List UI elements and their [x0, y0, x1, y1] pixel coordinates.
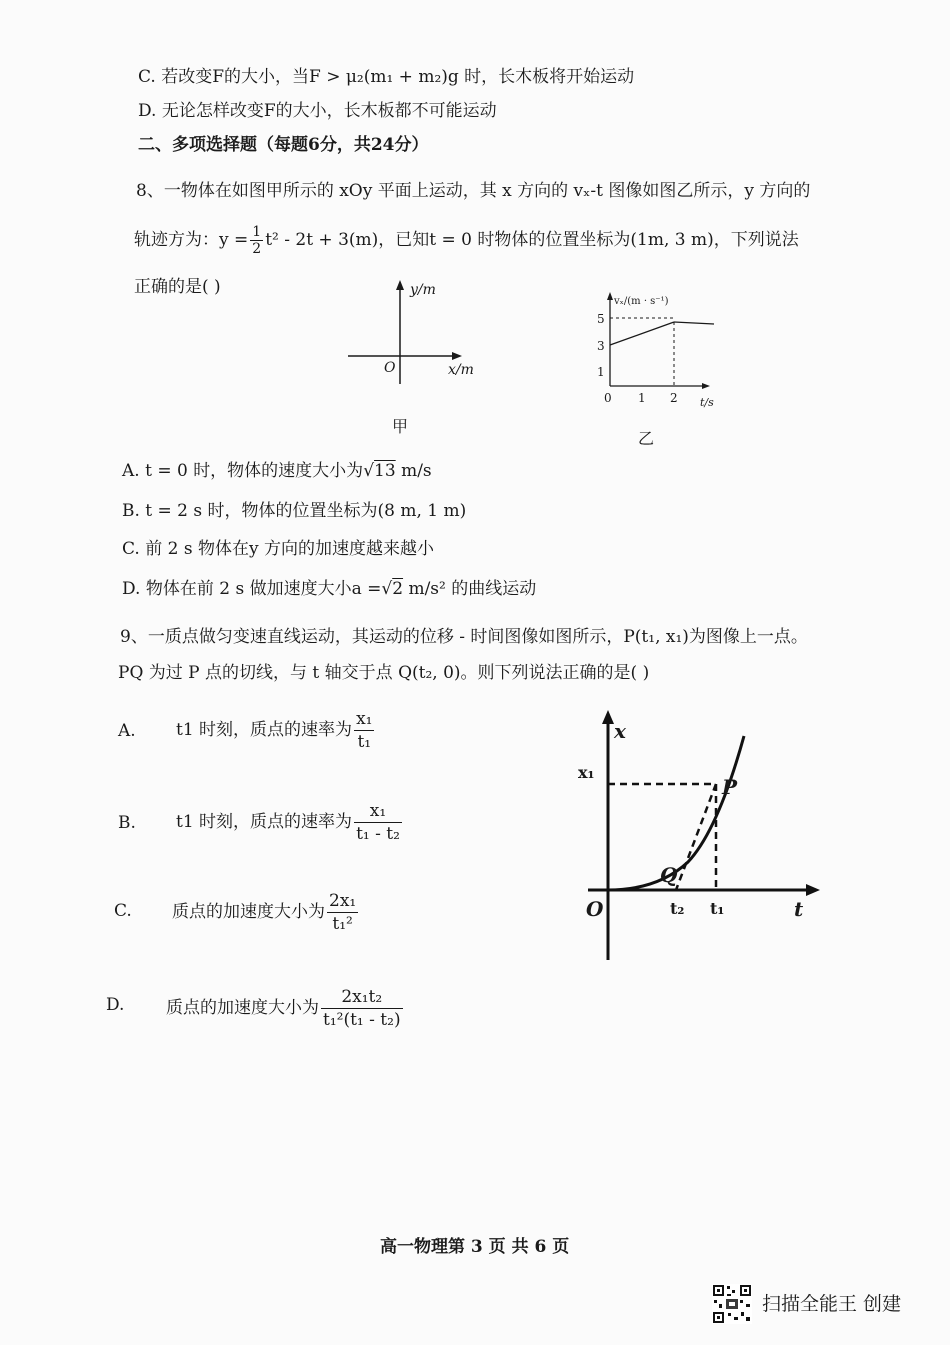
q8-option-a-radicand: 13 — [374, 461, 396, 481]
q8-fraction-half — [250, 224, 263, 257]
watermark-text: 扫描全能王 创建 — [762, 1293, 902, 1315]
q8-frac-den: 2 — [252, 241, 262, 257]
yi-line-flat — [674, 322, 714, 324]
q9-option-c-num: 2x₁ — [329, 891, 357, 911]
q9-origin: O — [586, 897, 604, 921]
q9-option-c-frac — [327, 890, 358, 935]
q8-option-d-radicand: 2 — [392, 579, 404, 599]
q9-option-c — [172, 890, 360, 935]
q8-equation-prefix: 轨迹方为：y = — [134, 230, 249, 250]
q9-stem-line1: 9、一质点做匀变速直线运动，其运动的位移 - 时间图像如图所示，P(t₁, x₁)为图像上一点。 — [120, 627, 808, 647]
yi-xtick-1: 1 — [638, 391, 646, 405]
q9-option-b-letter: B. — [118, 813, 136, 833]
q9-option-a-letter: A. — [118, 721, 136, 741]
q9-t-arrow — [806, 884, 820, 896]
q7-option-c: C. 若改变F的大小，当F > μ₂(m₁ + m₂)g 时，长木板将开始运动 — [138, 67, 635, 87]
yi-caption: 乙 — [638, 429, 655, 448]
q9-option-d — [166, 986, 405, 1031]
yi-x-label: t/s — [700, 396, 714, 409]
q9-option-a-text: t1 时刻，质点的速率为 — [176, 720, 353, 740]
q8-option-d: D. 物体在前 2 s 做加速度大小a =√2 m/s² 的曲线运动 — [122, 579, 537, 599]
q9-option-b — [176, 800, 404, 845]
q8-option-a-text: A. t = 0 时，物体的速度大小为 — [122, 461, 364, 481]
q8-option-a-unit: m/s — [395, 461, 432, 481]
yi-xtick-0: 0 — [604, 391, 612, 405]
q8-stem-line2 — [134, 224, 799, 257]
q8-option-b: B. t = 2 s 时，物体的位置坐标为(8 m, 1 m) — [122, 501, 467, 521]
q9-option-d-letter: D. — [106, 995, 125, 1015]
qr-code-icon — [712, 1284, 752, 1324]
jia-y-arrow — [396, 280, 404, 290]
yi-y-arrow — [607, 292, 613, 300]
q9-option-c-text: 质点的加速度大小为 — [172, 902, 325, 922]
q9-option-d-num: 2x₁t₂ — [321, 986, 403, 1009]
section-title: 二、多项选择题（每题6分，共24分） — [138, 135, 429, 155]
jia-caption: 甲 — [392, 417, 409, 436]
q8-figure-yi — [592, 292, 732, 452]
yi-ytick-5: 5 — [597, 312, 605, 326]
jia-y-label: y/m — [410, 282, 436, 298]
q9-option-a-num: x₁ — [356, 709, 373, 729]
q9-option-b-num: x₁ — [354, 800, 402, 823]
jia-x-label: x/m — [448, 362, 474, 378]
yi-line-rising — [610, 322, 674, 345]
q8-option-c: C. 前 2 s 物体在y 方向的加速度越来越小 — [122, 539, 434, 559]
q9-point-q: Q — [660, 863, 678, 887]
yi-ytick-3: 3 — [597, 339, 605, 353]
q8-figure-jia — [340, 274, 490, 444]
jia-origin: O — [384, 360, 396, 376]
q9-label-t1: t₁ — [710, 899, 725, 918]
q8-stem-line1: 8、一物体在如图甲所示的 xOy 平面上运动，其 x 方向的 vₓ-t 图像如图乙所示，y 方向的 — [136, 181, 811, 201]
q9-t-label: t — [794, 897, 804, 921]
q8-equation-suffix: t² - 2t + 3(m)，已知t = 0 时物体的位置坐标为(1m, 3 m)，下列说法 — [265, 230, 799, 250]
q9-option-d-text: 质点的加速度大小为 — [166, 998, 319, 1018]
yi-ytick-1: 1 — [597, 365, 605, 379]
q9-option-c-letter: C. — [114, 901, 132, 921]
q9-option-c-den: t₁² — [332, 914, 353, 934]
q9-figure — [548, 702, 828, 962]
q8-frac-num: 1 — [252, 224, 262, 240]
q9-stem-line2: PQ 为过 P 点的切线，与 t 轴交于点 Q(t₂, 0)。则下列说法正确的是( ) — [118, 663, 650, 683]
q8-option-d-text: D. 物体在前 2 s 做加速度大小a = — [122, 579, 382, 599]
yi-xtick-2: 2 — [670, 391, 678, 405]
q9-option-b-text: t1 时刻，质点的速率为 — [176, 812, 353, 832]
q8-option-a: A. t = 0 时，物体的速度大小为√13 m/s — [122, 461, 432, 481]
q9-option-a — [176, 708, 376, 753]
q9-option-a-den: t₁ — [357, 732, 372, 752]
yi-x-arrow — [702, 383, 710, 389]
q8-option-d-unit: m/s² 的曲线运动 — [403, 579, 537, 599]
q9-option-d-frac — [321, 986, 403, 1031]
q9-tangent-pq — [676, 784, 716, 890]
q7-option-d: D. 无论怎样改变F的大小，长木板都不可能运动 — [138, 101, 497, 121]
q9-point-p: P — [722, 775, 738, 799]
q9-vertical-arrow — [602, 710, 614, 724]
q9-option-b-den: t₁ - t₂ — [356, 824, 400, 844]
q9-option-b-frac — [354, 800, 402, 845]
q9-label-t2: t₂ — [670, 899, 685, 918]
q9-option-a-frac — [354, 708, 374, 753]
q8-stem-line3: 正确的是( ) — [134, 277, 221, 297]
q9-vertical-label: x — [614, 719, 626, 743]
q9-option-d-den: t₁²(t₁ - t₂) — [323, 1010, 401, 1030]
yi-y-label: vₓ/(m · s⁻¹) — [614, 296, 669, 307]
q9-label-x1: x₁ — [578, 763, 595, 782]
jia-x-arrow — [452, 352, 462, 360]
page-footer: 高一物理第 3 页 共 6 页 — [380, 1237, 570, 1257]
